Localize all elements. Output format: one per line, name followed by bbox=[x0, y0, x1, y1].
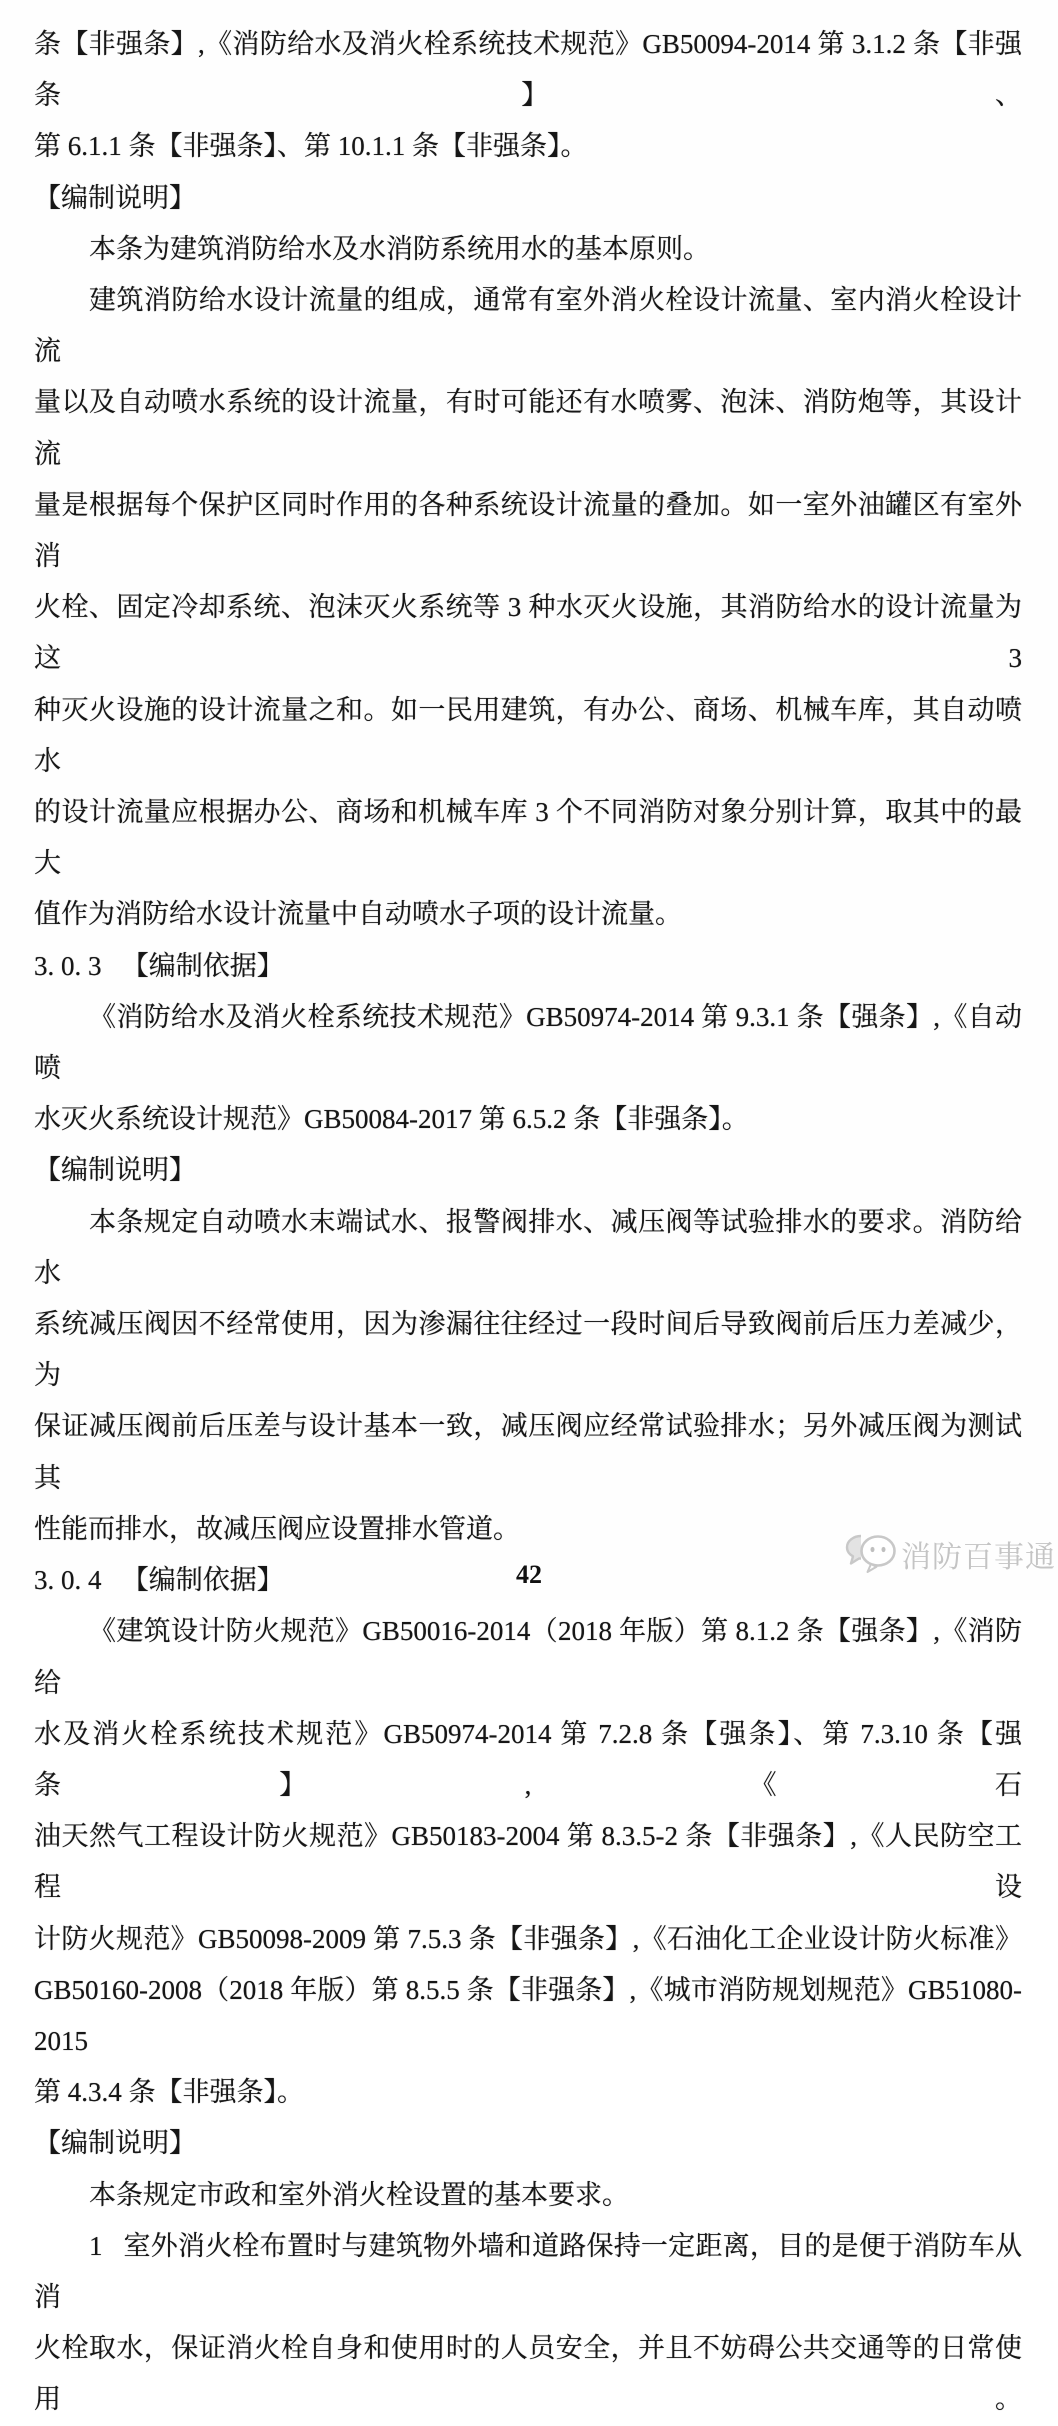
text-line: 建筑消防给水设计流量的组成，通常有室外消火栓设计流量、室内消火栓设计流 bbox=[34, 285, 1022, 367]
text-line: 本条为建筑消防给水及水消防系统用水的基本原则。 bbox=[89, 233, 710, 264]
text-line: 【编制说明】 bbox=[34, 2128, 196, 2159]
text-line: 【编制说明】 bbox=[34, 182, 196, 213]
text-line: 水灭火系统设计规范》GB50084-2017 第 6.5.2 条【非强条】。 bbox=[34, 1104, 749, 1135]
text-line: 3. 0. 4 【编制依据】 bbox=[34, 1565, 284, 1596]
watermark-text: 消防百事通 bbox=[901, 1541, 1056, 1574]
text-line: GB50160-2008（2018 年版）第 8.5.5 条【非强条】,《城市消防规划规范》GB51080-2015 bbox=[34, 1974, 1022, 2056]
text-line: 本条规定市政和室外消火栓设置的基本要求。 bbox=[89, 2179, 629, 2210]
text-line: 量以及自动喷水系统的设计流量，有时可能还有水喷雾、泡沫、消防炮等，其设计流 bbox=[34, 387, 1022, 469]
text-line: 第 4.3.4 条【非强条】。 bbox=[34, 2077, 304, 2108]
text-line: 第 6.1.1 条【非强条】、第 10.1.1 条【非强条】。 bbox=[34, 131, 588, 162]
text-line: 油天然气工程设计防火规范》GB50183-2004 第 8.3.5-2 条【非强条】,《人民防空工程设 bbox=[34, 1821, 1022, 1903]
text-line: 值作为消防给水设计流量中自动喷水子项的设计流量。 bbox=[34, 899, 682, 930]
text-line: 计防火规范》GB50098-2009 第 7.5.3 条【非强条】,《石油化工企业设计防火标准》 bbox=[34, 1923, 1022, 1954]
text-line: 《消防给水及消火栓系统技术规范》GB50974-2014 第 9.3.1 条【强条】,《自动喷 bbox=[34, 1001, 1022, 1084]
text-line: 《建筑设计防火规范》GB50016-2014（2018 年版）第 8.1.2 条【强条】,《消防给 bbox=[34, 1616, 1022, 1698]
text-line: 本条规定自动喷水末端试水、报警阀排水、减压阀等试验排水的要求。消防给水 bbox=[34, 1206, 1022, 1288]
text-line: 系统减压阀因不经常使用，因为渗漏往往经过一段时间后导致阀前后压力差减少，为 bbox=[34, 1309, 1022, 1391]
document-body bbox=[34, 19, 1022, 2426]
text-line: 性能而排水，故减压阀应设置排水管道。 bbox=[34, 1513, 520, 1544]
text-line: 的设计流量应根据办公、商场和机械车库 3 个不同消防对象分别计算，取其中的最大 bbox=[34, 797, 1022, 879]
text-line: 种灭火设施的设计流量之和。如一民用建筑，有办公、商场、机械车库，其自动喷水 bbox=[34, 694, 1022, 776]
text-line: 量是根据每个保护区同时作用的各种系统设计流量的叠加。如一室外油罐区有室外消 bbox=[34, 489, 1022, 572]
text-line: 火栓、固定冷却系统、泡沫灭火系统等 3 种水灭火设施，其消防给水的设计流量为这 3 bbox=[34, 592, 1022, 674]
text-line: 3. 0. 3 【编制依据】 bbox=[34, 950, 284, 981]
text-line: 水及消火栓系统技术规范》GB50974-2014 第 7.2.8 条【强条】、第 7.3.10 条【强条】,《石 bbox=[34, 1718, 1022, 1800]
page-number: 42 bbox=[516, 1560, 542, 1589]
text-line: 条【非强条】,《消防给水及消火栓系统技术规范》GB50094-2014 第 3.1.2 条【非强条】、 bbox=[34, 29, 1022, 111]
text-line: 保证减压阀前后压差与设计基本一致，减压阀应经常试验排水；另外减压阀为测试其 bbox=[34, 1411, 1022, 1493]
text-line: 【编制说明】 bbox=[34, 1155, 196, 1186]
text-line: 火栓取水，保证消火栓自身和使用时的人员安全，并且不妨碍公共交通等的日常使用。 bbox=[34, 2333, 1022, 2415]
text-line: 1 室外消火栓布置时与建筑物外墙和道路保持一定距离，目的是便于消防车从消 bbox=[34, 2230, 1022, 2312]
